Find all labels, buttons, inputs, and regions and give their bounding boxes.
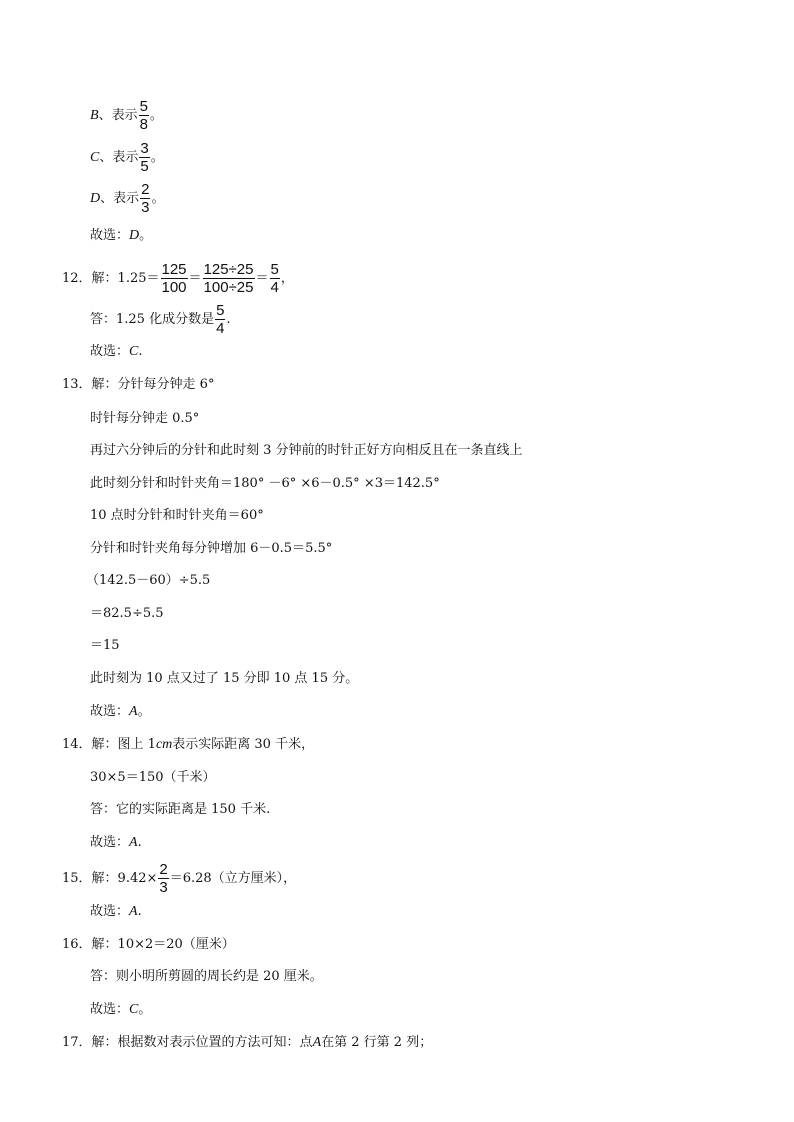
q13-line: （142.5－60）÷5.5 (86, 573, 211, 588)
choice-letter: A (129, 835, 138, 850)
denominator: 4 (270, 279, 279, 296)
punctuation: . (226, 311, 231, 327)
option-text: 、表示 (98, 107, 138, 123)
denominator: 3 (141, 199, 150, 216)
solution-text: 表示实际距离 30 千米， (172, 737, 315, 752)
choice-suffix: . (137, 904, 142, 919)
equals-sign: ＝ (255, 270, 269, 286)
answer-text: 答：1.25 化成分数是 (90, 311, 215, 327)
option-suffix: 。 (150, 149, 164, 165)
solution-text: 图上 1 (117, 737, 156, 752)
choice-label: 故选： (90, 228, 130, 243)
denominator: 100÷25 (203, 279, 254, 296)
numerator: 3 (140, 140, 149, 157)
question-number: 13．解： (62, 377, 118, 392)
q15-choice (90, 904, 142, 920)
denominator: 4 (216, 320, 225, 337)
choice-suffix: 。 (137, 704, 151, 719)
choice-label: 故选： (90, 1002, 130, 1017)
choice-label: 故选： (90, 344, 130, 359)
q11-choice (90, 228, 152, 244)
option-suffix: 。 (149, 107, 163, 123)
choice-label: 故选： (90, 835, 130, 850)
solution-text: 在第 2 行第 2 列； (321, 1035, 433, 1050)
choice-letter: D (129, 228, 140, 243)
numerator: 5 (139, 98, 148, 115)
fraction (215, 303, 225, 336)
option-text: 、表示 (100, 190, 140, 206)
q14-answer: 答：它的实际距离是 150 千米. (90, 802, 271, 817)
fraction (161, 262, 188, 295)
q13-line: 时针每分钟走 0.5° (90, 411, 200, 426)
denominator: 3 (159, 879, 168, 896)
q15-solution (62, 862, 296, 895)
q13-choice (90, 704, 151, 720)
choice-suffix: . (137, 835, 142, 850)
option-letter: C (90, 149, 100, 165)
equation-text: ＝6.28（立方厘米）， (169, 870, 297, 886)
q12-solution (62, 262, 294, 295)
q13-line: 分针和时针夹角每分钟增加 6－0.5＝5.5° (90, 541, 333, 556)
denominator: 100 (161, 279, 187, 296)
q13-line: ＝82.5÷5.5 (90, 606, 164, 621)
question-number: 14．解： (62, 737, 118, 752)
choice-letter: C (129, 344, 139, 359)
choice-suffix: 。 (138, 1002, 152, 1017)
q13-line: 10 点时分针和时针夹角＝60° (90, 508, 264, 523)
fraction (270, 262, 280, 295)
numerator: 2 (159, 861, 168, 878)
question-number: 12．解： (62, 270, 118, 286)
q13-line: ＝15 (90, 638, 120, 653)
solution-text: 分针每分钟走 6° (117, 377, 215, 392)
numerator: 125÷25 (203, 261, 254, 278)
q16-solution (62, 937, 235, 953)
choice-suffix: . (138, 344, 143, 359)
numerator: 5 (216, 302, 225, 319)
choice-label: 故选： (90, 704, 130, 719)
solution-text: 根据数对表示位置的方法可知：点 (117, 1035, 313, 1050)
choice-letter: A (129, 704, 138, 719)
q16-choice (90, 1002, 151, 1018)
option-text: 、表示 (99, 149, 139, 165)
q12-answer (90, 303, 231, 336)
q14-calc: 30×5＝150（千米） (90, 770, 216, 785)
choice-letter: C (129, 1002, 139, 1017)
choice-letter: A (129, 904, 138, 919)
option-d-line (90, 182, 165, 215)
fraction (139, 141, 149, 174)
q14-choice (90, 835, 142, 851)
question-number: 16．解： (62, 937, 118, 952)
fraction (140, 182, 150, 215)
option-suffix: 。 (151, 190, 165, 206)
q13-line: 此时刻为 10 点又过了 15 分即 10 点 15 分。 (90, 671, 359, 686)
equation-text: 9.42× (117, 870, 158, 886)
numerator: 125 (161, 261, 187, 278)
punctuation: ， (280, 270, 294, 286)
q12-choice (90, 344, 143, 360)
q14-solution (62, 737, 314, 753)
option-letter: B (90, 107, 99, 123)
equation-text: 1.25＝ (117, 270, 160, 286)
fraction (203, 262, 255, 295)
option-letter: D (90, 190, 101, 206)
equals-sign: ＝ (188, 270, 202, 286)
choice-label: 故选： (90, 904, 130, 919)
unit-text: cm (155, 737, 173, 752)
choice-suffix: 。 (139, 228, 153, 243)
q13-solution (62, 377, 214, 393)
denominator: 5 (140, 158, 149, 175)
option-c-line (90, 141, 164, 174)
equation-text: 10×2＝20（厘米） (117, 937, 235, 952)
q16-answer: 答：则小明所剪圆的周长约是 20 厘米。 (90, 969, 323, 984)
q13-line: 此时刻分针和时针夹角＝180° －6° ×6－0.5° ×3＝142.5° (90, 476, 440, 491)
option-b-line (90, 99, 163, 132)
numerator: 2 (141, 181, 150, 198)
numerator: 5 (270, 261, 279, 278)
question-number: 15．解： (62, 870, 118, 886)
question-number: 17．解： (62, 1035, 118, 1050)
fraction (139, 99, 149, 132)
fraction (158, 862, 168, 895)
q17-solution (62, 1035, 432, 1051)
denominator: 8 (139, 116, 148, 133)
point-label: A (312, 1035, 322, 1050)
q13-line: 再过六分钟后的分针和此时刻 3 分钟前的时针正好方向相反且在一条直线上 (90, 443, 523, 458)
